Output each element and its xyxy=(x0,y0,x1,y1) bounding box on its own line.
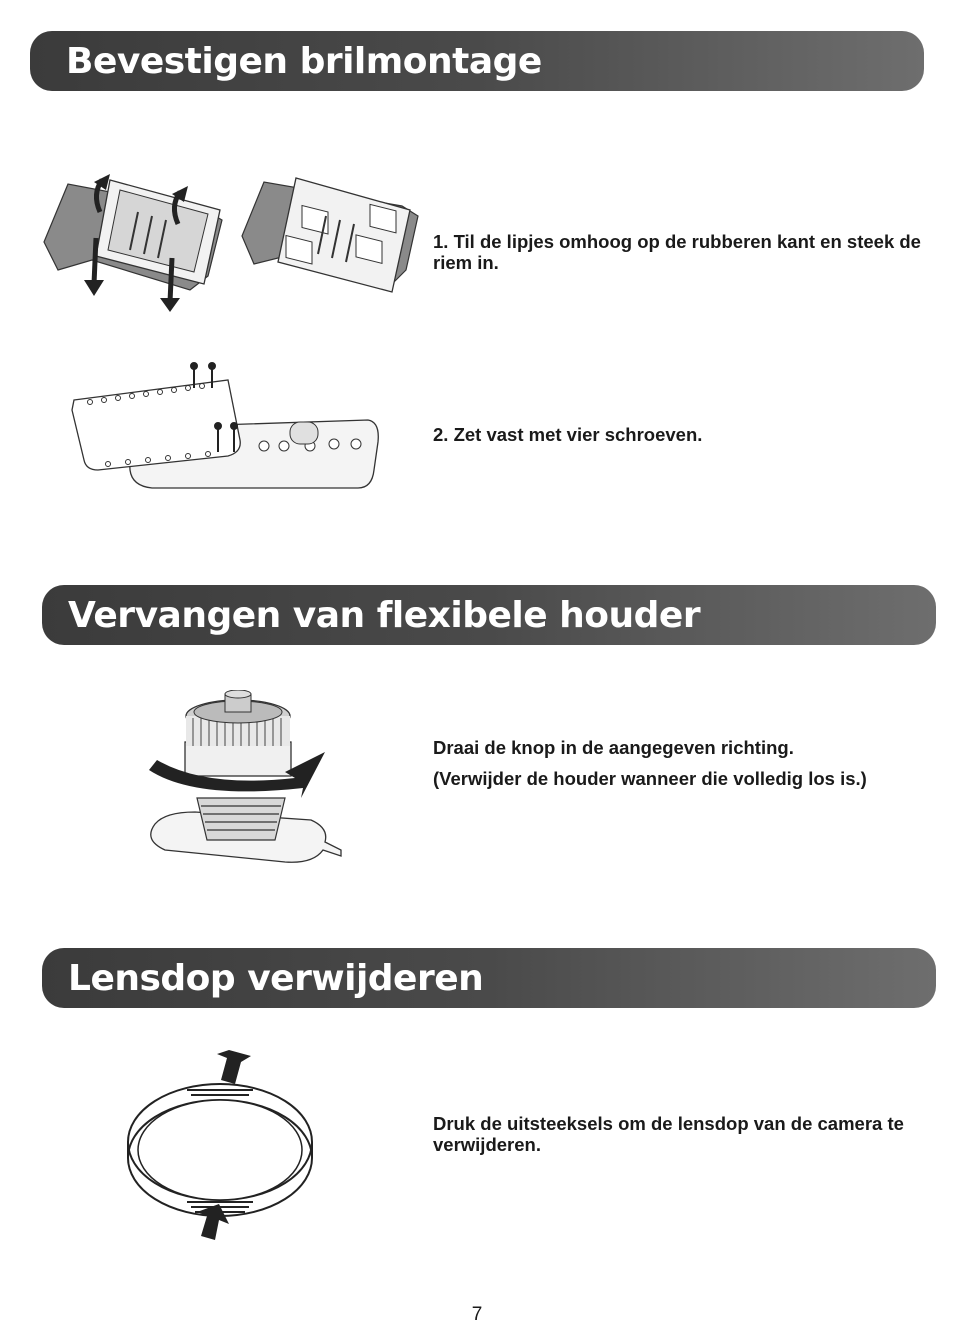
step-1-text: 1. Til de lipjes omhoog op de rubberen kant en steek de riem in. xyxy=(433,231,921,273)
page-number: 7 xyxy=(471,1304,483,1325)
strap-insert-illustration-left xyxy=(40,172,235,314)
step-2-text: 2. Zet vast met vier schroeven. xyxy=(433,424,703,445)
lens-cap-illustration xyxy=(125,1050,317,1242)
section-title-remove-lens-cap: Lensdop verwijderen xyxy=(42,948,936,1008)
strap-insert-illustration-right xyxy=(240,172,425,300)
rotate-knob-illustration xyxy=(135,690,347,870)
holder-instruction-1: Draai de knop in de aangegeven richting. xyxy=(433,737,794,758)
lens-cap-instruction: Druk de uitsteeksels om de lensdop van de camera te verwijderen. xyxy=(433,1113,904,1155)
section-title-replace-holder: Vervangen van flexibele houder xyxy=(42,585,936,645)
section-title-goggle-mount: Bevestigen brilmontage xyxy=(30,31,924,91)
holder-instruction-2: (Verwijder de houder wanneer die volledig los is.) xyxy=(433,768,867,789)
screw-fixing-illustration xyxy=(68,360,383,492)
